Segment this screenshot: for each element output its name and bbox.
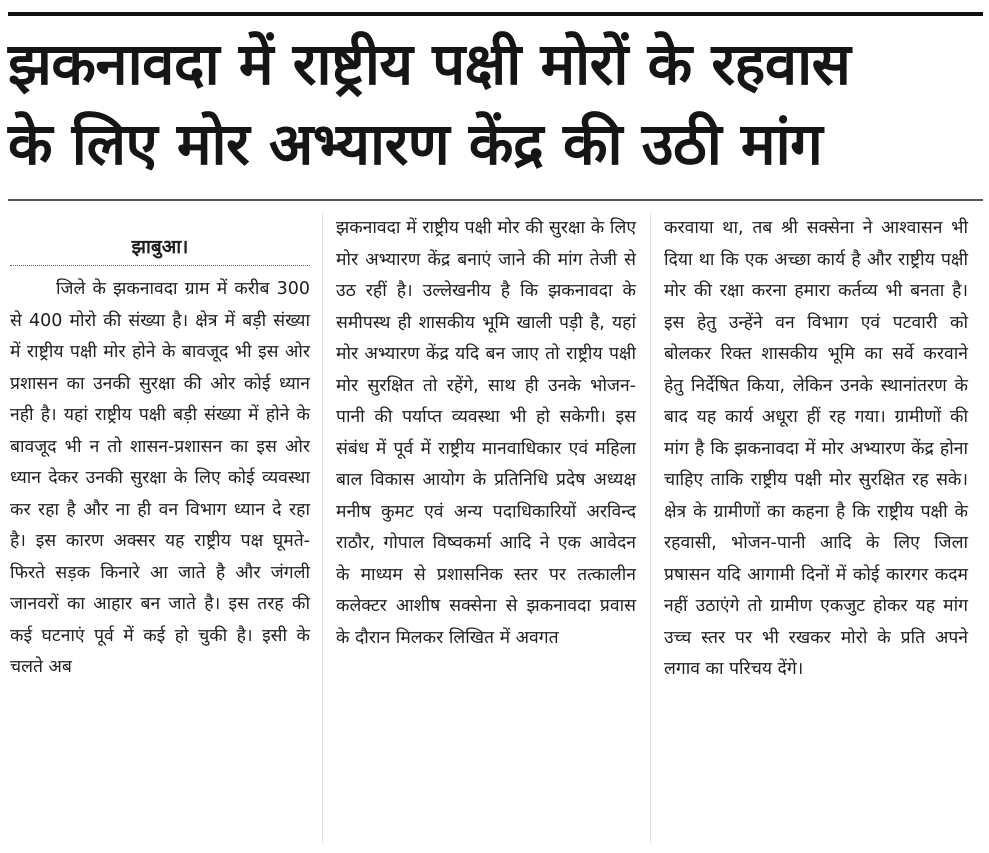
article-column-3 <box>664 213 968 686</box>
column-2-text: झकनावदा में राष्ट्रीय पक्षी मोर की सुरक्षा के लिए मोर अभ्यारण केंद्र बनाएं जाने की मांग तेजी से उठ रहीं है। उल्लेखनीय है कि झकनावदा के समीपस्थ ही शासकीय भूमि खाली पड़ी है, यहां मोर अभ्यारण केंद्र यदि बन जाए तो राष्ट्रीय पक्षी मोर सुरक्षित तो रहेंगे, साथ ही उनके भोजन-पानी की पर्याप्त व्यवस्था भी हो सकेगी। इस संबंध में पूर्व में राष्ट्रीय मानवाधिकार एवं महिला बाल विकास आयोग के प्रतिनिधि प्रदेष अध्यक्ष मनीष कुमट एवं अन्य पदाधिकारियों अरविन्द राठौर, गोपाल विष्वकर्मा आदि ने एक आवेदन के माध्यम से प्रशासनिक स्तर पर तत्कालीन कलेक्टर आशीष सक्सेना से झकनावदा प्रवास के दौरान मिलकर लिखित में अवगत <box>336 218 636 648</box>
dateline-divider <box>10 265 310 266</box>
column-3-text: करवाया था, तब श्री सक्सेना ने आश्वासन भी दिया था कि एक अच्छा कार्य है और राष्ट्रीय पक्षी मोर की रक्षा करना हमारा कर्तव्य भी बनता है। इस हेतु उन्हेंने वन विभाग एवं पटवारी को बोलकर रिक्त शासकीय भूमि का सर्वे करवाने हेतु निर्देषित किया, लेकिन उनके स्थानांतरण के बाद यह कार्य अधूरा हीं रह गया। ग्रामीणों की मांग है कि झकनावदा में मोर अभ्यारण केंद्र होना चाहिए ताकि राष्ट्रीय पक्षी मोर सुरक्षित रह सके। क्षेत्र के ग्रामीणों का कहना है कि राष्ट्रीय पक्षी के रहवासी, भोजन-पानी आदि के लिए जिला प्रषासन यदि आगामी दिनों में कोई कारगर कदम नहीं उठाएंगे तो ग्रामीण एकजुट होकर यह मांग उच्च स्तर पर भी रखकर मोरो के प्रति अपने लगाव का परिचय देंगे। <box>664 218 968 679</box>
top-rule <box>8 12 983 16</box>
column-gutter <box>322 213 323 843</box>
headline-line-1: झकनावदा में राष्ट्रीय पक्षी मोरों के रहवास <box>8 30 851 98</box>
headline <box>8 24 983 184</box>
column-gutter <box>650 213 651 843</box>
headline-divider <box>8 199 983 201</box>
column-1-text: जिले के झकनावदा ग्राम में करीब 300 से 400 मोरो की संख्या है। क्षेत्र में बड़ी संख्या में राष्ट्रीय पक्षी मोर होने के बावजूद भी इस ओर प्रशासन का उनकी सुरक्षा की ओर कोई ध्यान नही है। यहां राष्ट्रीय पक्षी बड़ी संख्या में होने के बावजूद भी न तो शासन-प्रशासन का इस ओर ध्यान देकर उनकी सुरक्षा के लिए कोई व्यवस्था कर रहा है और ना ही वन विभाग ध्यान दे रहा है। इस कारण अक्सर यह राष्ट्रीय पक्ष घूमते-फिरते सड़क किनारे आ जाते है और जंगली जानवरों का आहार बन जाते है। इस तरह की कई घटनाएं पूर्व में कई हो चुकी है। इसी के चलते अब <box>10 279 310 677</box>
article-column-2 <box>336 213 636 654</box>
article-column-1 <box>10 213 310 684</box>
dateline: झाबुआ। <box>131 236 189 258</box>
headline-line-2: के लिए मोर अभ्यारण केंद्र की उठी मांग <box>8 110 823 178</box>
